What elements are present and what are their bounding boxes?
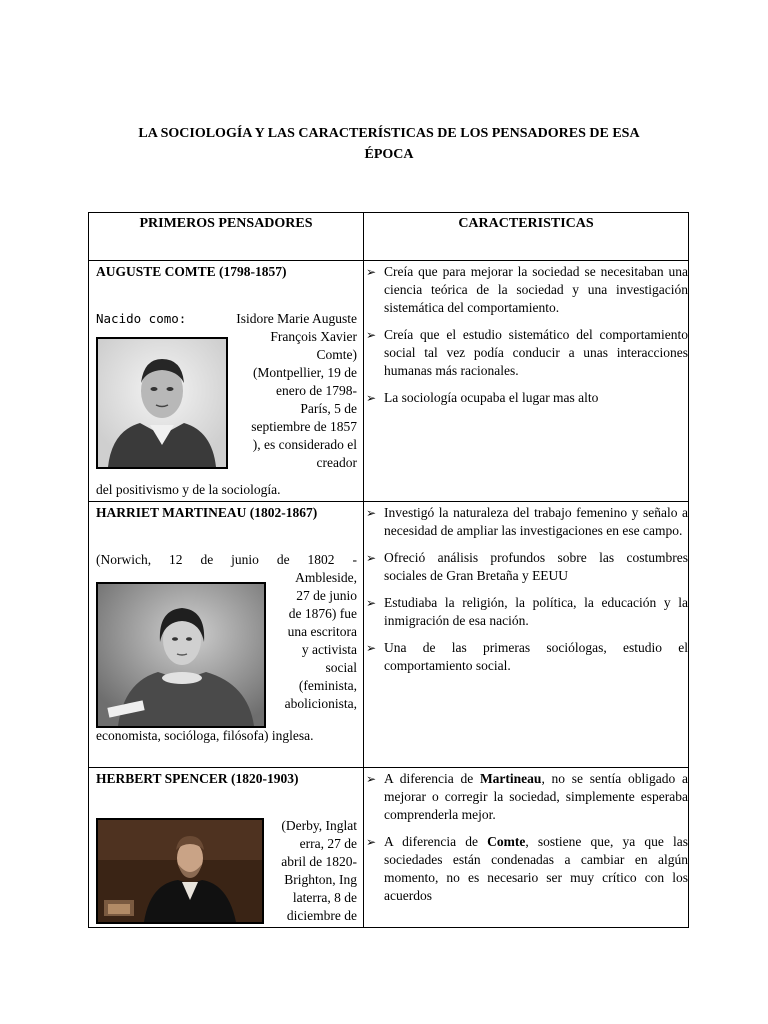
thinkers-table [88,212,689,928]
thinker-name: AUGUSTE COMTE (1798-1857) [96,264,287,279]
thinker-cell-comte [89,261,364,502]
traits-cell-comte [364,261,689,502]
bio-lines: Ambleside, 27 de junio de 1876) fue una escritora y activista social (feminista, abolicionista, [284,570,357,711]
table-header-row [89,213,689,261]
bio-lines: Isidore Marie Auguste François Xavier Comte) (Montpellier, 19 de enero de 1798- París, 5 de septiembre de 1857 ), es considerado el creador [236,311,357,470]
list-item: ➢ Ofreció análisis profundos sobre las costumbres sociales de Gran Bretaña y EEUU [366,550,688,583]
thinker-cell-spencer [89,768,364,928]
list-item: ➢ Creía que el estudio sistemático del comportamiento social tal vez podía conducir a unas interacciones humanas más racionales. [366,327,688,378]
arrow-bullet-icon: ➢ [366,506,377,520]
arrow-bullet-icon: ➢ [366,391,377,405]
list-item: ➢ La sociología ocupaba el lugar mas alto [366,390,599,405]
arrow-bullet-icon: ➢ [366,835,377,849]
document-title [90,123,688,165]
traits-cell-martineau [364,502,689,768]
portrait-comte [96,337,228,469]
list-item: ➢ A diferencia de Comte, sostiene que, ya que las sociedades están condenadas a cambiar en algún momento, no es necesario ser muy crítico con los acuerdos [366,834,688,903]
header-cell-traits: CARACTERISTICAS [364,213,689,261]
traits-cell-spencer [364,768,689,928]
bio-prefix: Nacido como: [96,311,187,326]
bio-last: del positivismo y de la sociología. [96,482,281,497]
list-item: ➢ A diferencia de Martineau, no se sentía obligado a mejorar o corregir la sociedad, simplemente esperaba comprenderla mejor. [366,771,688,822]
list-item: ➢ Creía que para mejorar la sociedad se necesitaban una ciencia teórica de la sociedad y una investigación sistemática del comportamiento. [366,264,688,315]
title-line-2: ÉPOCA [364,147,414,162]
portrait-spencer [96,818,264,924]
bio-lines: (Derby, Inglat erra, 27 de abril de 1820- Brighton, Ing laterra, 8 de diciembre de [281,818,357,923]
header-cell-thinkers: PRIMEROS PENSADORES [89,213,364,261]
arrow-bullet-icon: ➢ [366,265,377,279]
list-item: ➢ Investigó la naturaleza del trabajo femenino y señalo a necesidad de ampliar las investigaciones en ese campo. [366,505,688,538]
arrow-bullet-icon: ➢ [366,641,377,655]
arrow-bullet-icon: ➢ [366,328,377,342]
bio-first: (Norwich, 12 de junio de 1802 - [96,552,357,567]
table-row-spencer [89,768,689,928]
arrow-bullet-icon: ➢ [366,596,377,610]
list-item: ➢ Una de las primeras sociólogas, estudio el comportamiento social. [366,640,688,673]
arrow-bullet-icon: ➢ [366,551,377,565]
arrow-bullet-icon: ➢ [366,772,377,786]
title-line-1: LA SOCIOLOGÍA Y LAS CARACTERÍSTICAS DE LOS PENSADORES DE ESA [138,126,640,141]
table-row-comte [89,261,689,502]
bio-last: economista, socióloga, filósofa) inglesa. [96,728,314,743]
list-item: ➢ Estudiaba la religión, la política, la educación y la inmigración de esa nación. [366,595,688,628]
thinker-name: HERBERT SPENCER (1820-1903) [96,771,299,786]
portrait-martineau [96,582,266,728]
thinker-name: HARRIET MARTINEAU (1802-1867) [96,505,318,520]
thinker-cell-martineau [89,502,364,768]
table-row-martineau [89,502,689,768]
